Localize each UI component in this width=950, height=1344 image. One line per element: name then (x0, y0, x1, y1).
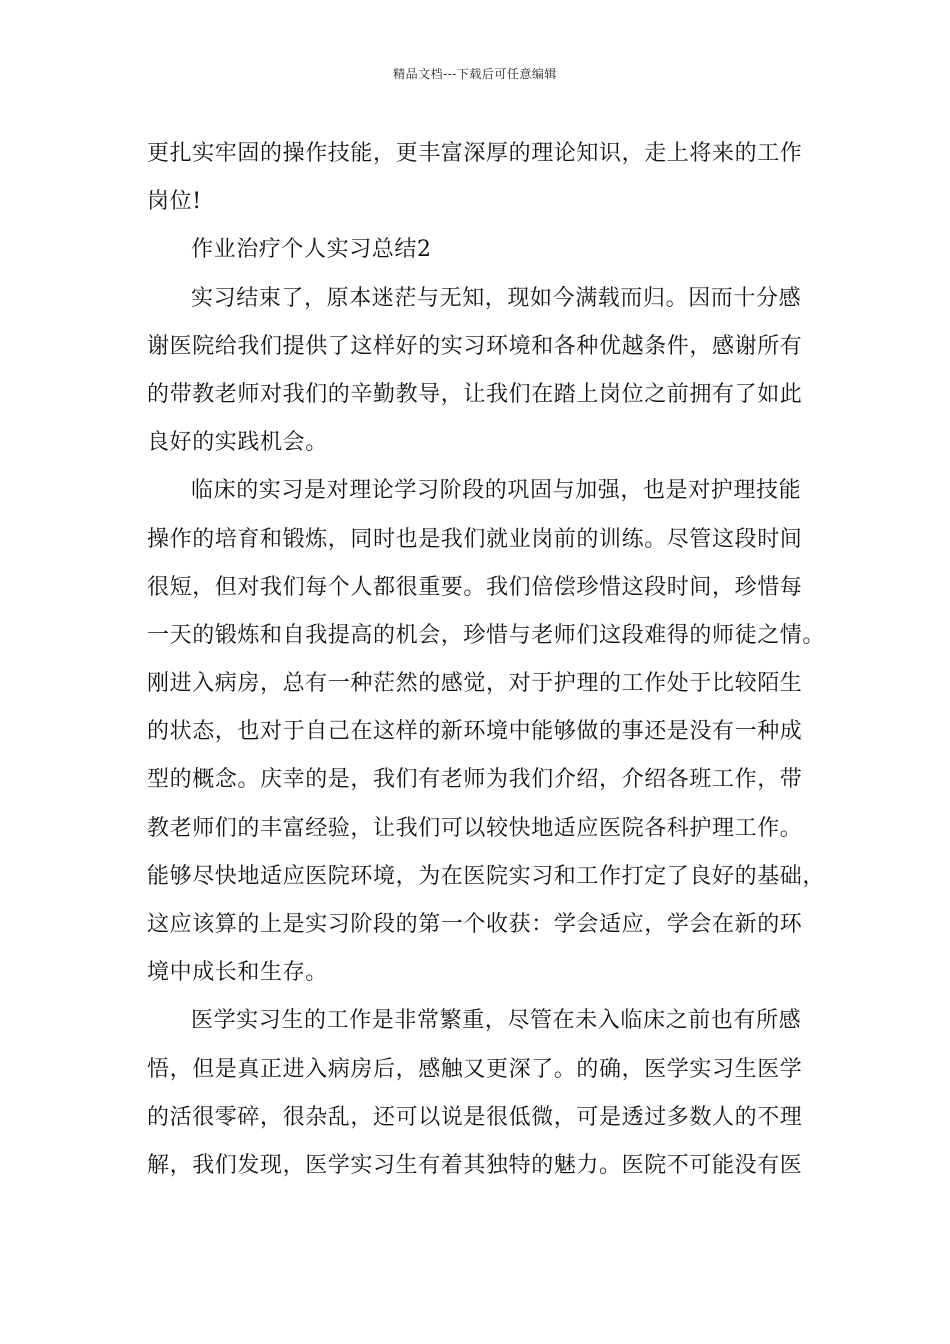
text-line: 的活很零碎，很杂乱，还可以说是很低微，可是透过多数人的不理 (147, 1104, 803, 1130)
text-line: 能够尽快地适应医院环境，为在医院实习和工作打定了良好的基础， (147, 863, 826, 889)
text-line: 很短，但对我们每个人都很重要。我们倍偿珍惜这段时间，珍惜每 (147, 574, 803, 600)
text-line: 这应该算的上是实习阶段的第一个收获：学会适应，学会在新的环 (147, 912, 803, 937)
text-line: 的状态，也对于自己在这样的新环境中能够做的事还是没有一种成 (147, 719, 803, 745)
text-line: 一天的锻炼和自我提高的机会，珍惜与老师们这段难得的师徒之情。 (147, 622, 826, 648)
text-line: 悟，但是真正进入病房后，感触又更深了。的确，医学实习生医学 (147, 1056, 803, 1082)
text-line: 解，我们发现，医学实习生有着其独特的魅力。医院不可能没有医 (147, 1152, 803, 1178)
text-line: 刚进入病房，总有一种茫然的感觉，对于护理的工作处于比较陌生 (147, 671, 803, 697)
text-line: 谢医院给我们提供了这样好的实习环境和各种优越条件，感谢所有 (147, 333, 803, 359)
text-line: 更扎实牢固的操作技能，更丰富深厚的理论知识，走上将来的工作 (147, 141, 803, 166)
text-line: 型的概念。庆幸的是，我们有老师为我们介绍，介绍各班工作，带 (147, 767, 803, 793)
page-header: 精品文档---下载后可任意编辑 (393, 67, 557, 81)
text-line: 岗位! (147, 189, 202, 215)
text-line: 良好的实践机会。 (147, 430, 328, 456)
document-body (147, 130, 826, 1190)
text-line: 教老师们的丰富经验，让我们可以较快地适应医院各科护理工作。 (147, 815, 803, 841)
text-line: 实习结束了，原本迷茫与无知，现如今满载而归。因而十分感 (191, 285, 802, 311)
section-title: 作业治疗个人实习总结2 (191, 237, 432, 263)
text-line: 境中成长和生存。 (147, 960, 328, 986)
text-line: 医学实习生的工作是非常繁重，尽管在未入临床之前也有所感 (191, 1008, 802, 1034)
text-line: 操作的培育和锻炼，同时也是我们就业岗前的训练。尽管这段时间 (147, 526, 803, 552)
text-line: 的带教老师对我们的辛勤教导，让我们在踏上岗位之前拥有了如此 (147, 381, 803, 407)
text-line: 临床的实习是对理论学习阶段的巩固与加强，也是对护理技能 (191, 478, 802, 504)
